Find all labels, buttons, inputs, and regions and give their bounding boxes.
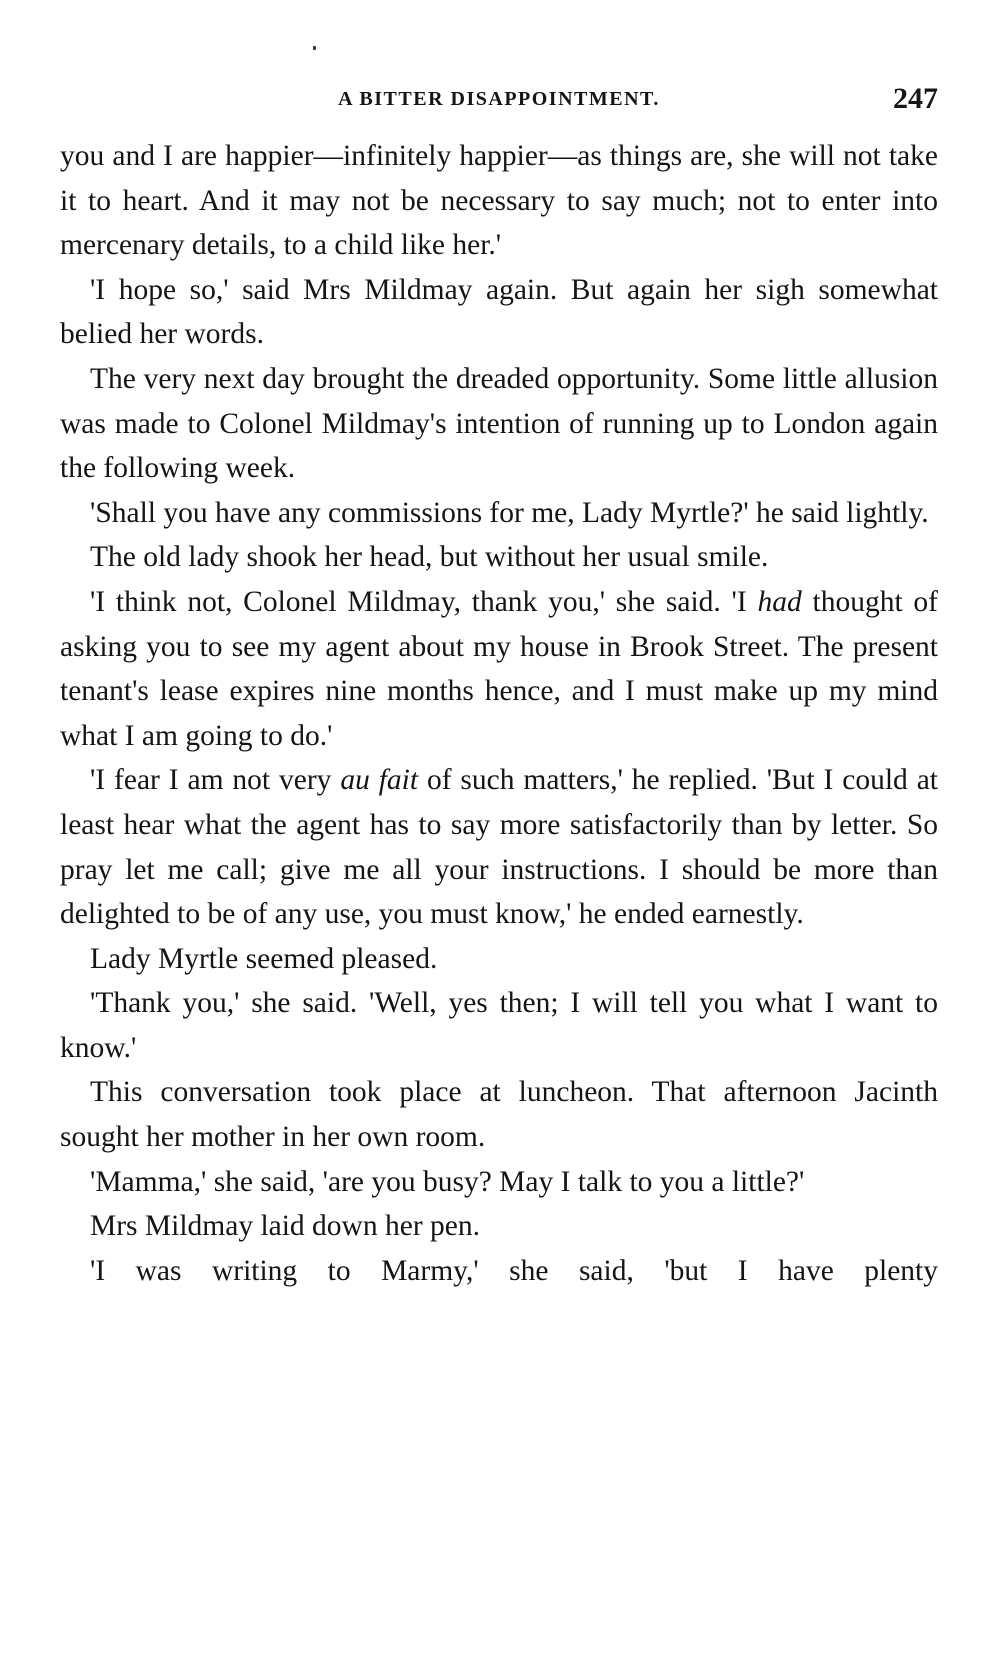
paragraph: Mrs Mildmay laid down her pen.	[90, 1210, 480, 1243]
paragraph: The old lady shook her head, but without her usual smile.	[90, 541, 769, 574]
paragraph: 'I hope so,' said Mrs Mildmay again. But again her sigh somewhat belied her words.	[60, 273, 938, 351]
text-run: 'I fear I am not very	[90, 764, 341, 797]
text-run: of such matters,' he replied. 'But I could at least hear what the agent has to say more satisfactorily than by letter. So pray let me call; give me all your instructions. I should be more than delighted to be of any use, you must know,' he ended earnestly.	[60, 764, 938, 931]
paragraph: 'Shall you have any commissions for me, Lady Myrtle?' he said lightly.	[90, 496, 929, 529]
paragraph	[60, 758, 938, 936]
body-text	[60, 134, 938, 1293]
paragraph: you and I are happier—infinitely happier—as things are, she will not take it to heart. And it may not be necessary to say much; not to enter into mercenary details, to a child like her.'	[60, 140, 938, 262]
text-run: 'I think not, Colonel Mildmay, thank you,' she said. 'I	[90, 585, 758, 618]
paragraph: This conversation took place at luncheon. That afternoon Jacinth sought her mother in her own room.	[60, 1076, 938, 1154]
paragraph: Lady Myrtle seemed pleased.	[90, 942, 438, 975]
ink-speck	[313, 46, 316, 50]
paragraph: 'I was writing to Marmy,' she said, 'but I have plenty	[90, 1254, 938, 1287]
paragraph	[60, 580, 938, 758]
paragraph: 'Thank you,' she said. 'Well, yes then; I will tell you what I want to know.'	[60, 987, 938, 1064]
running-head	[60, 82, 938, 122]
text-run: thought of asking you to see my agent about my house in Brook Street. The present tenant's lease expires nine months hence, and I must make up my mind what I am going to do.'	[60, 585, 938, 752]
italic-text: had	[757, 585, 802, 618]
paragraph: The very next day brought the dreaded opportunity. Some little allusion was made to Colonel Mildmay's intention of running up to London again the following week.	[60, 362, 938, 485]
page-number: 247	[893, 82, 938, 115]
italic-text: au fait	[340, 764, 419, 797]
running-title: A BITTER DISAPPOINTMENT.	[338, 88, 660, 110]
paragraph: 'Mamma,' she said, 'are you busy? May I talk to you a little?'	[90, 1165, 805, 1198]
